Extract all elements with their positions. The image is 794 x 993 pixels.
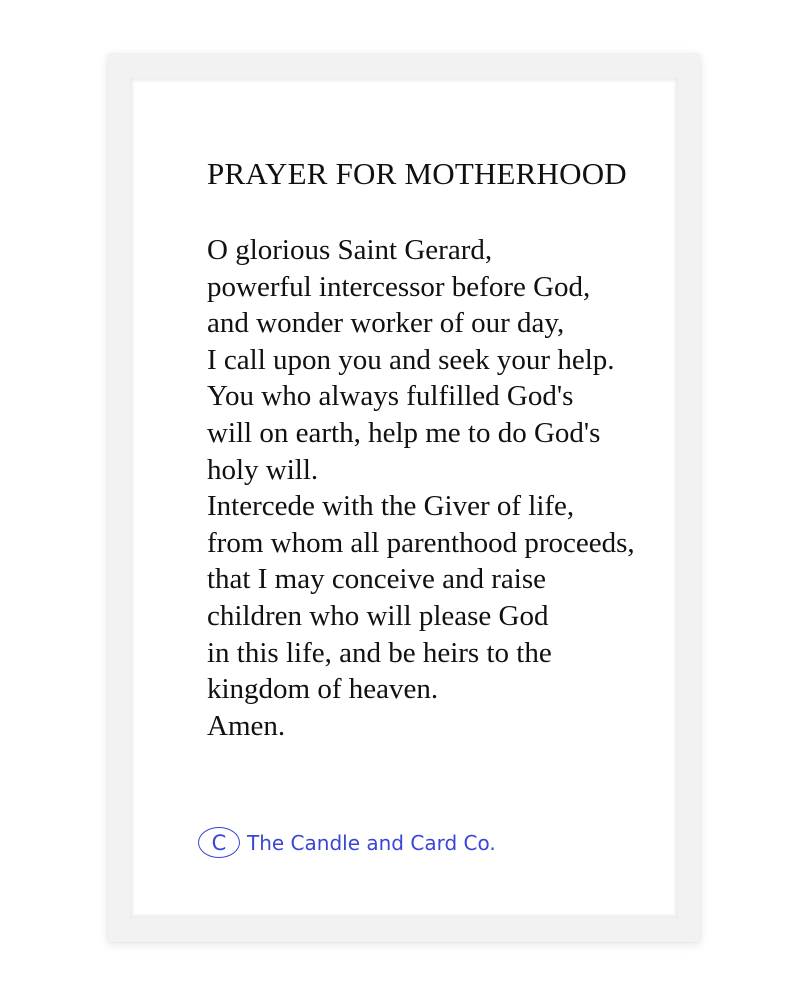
prayer-line: O glorious Saint Gerard, xyxy=(207,234,493,266)
prayer-line: holy will. xyxy=(207,453,319,486)
prayer-title: PRAYER FOR MOTHERHOOD xyxy=(207,156,627,191)
prayer-line: children who will please God xyxy=(207,599,549,632)
prayer-line: Intercede with the Giver of life, xyxy=(207,490,575,523)
prayer-line: I call upon you and seek your help. xyxy=(207,343,615,376)
prayer-line: You who always fulfilled God's xyxy=(207,380,574,413)
prayer-line: powerful intercessor before God, xyxy=(207,270,591,303)
picture-frame xyxy=(108,54,700,942)
prayer-line: Amen. xyxy=(207,709,286,742)
prayer-line: kingdom of heaven. xyxy=(207,673,439,706)
prayer-text xyxy=(207,232,635,744)
prayer-line: in this life, and be heirs to the xyxy=(207,636,552,669)
prayer-line: will on earth, help me to do God's xyxy=(207,416,601,449)
prayer-line: and wonder worker of our day, xyxy=(207,307,565,340)
copyright-notice xyxy=(198,827,496,858)
prayer-line: from whom all parenthood proceeds, xyxy=(207,526,635,559)
prayer-line: that I may conceive and raise xyxy=(207,563,546,596)
company-name: The Candle and Card Co. xyxy=(247,830,496,855)
copyright-icon: C xyxy=(198,827,240,858)
prayer-card xyxy=(134,82,674,914)
